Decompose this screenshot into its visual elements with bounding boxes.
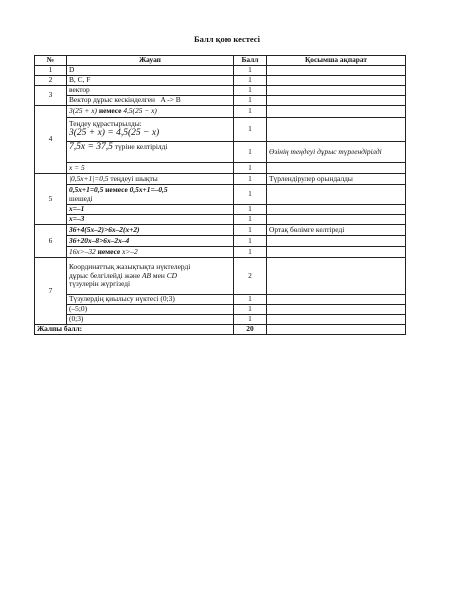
table-row (35, 76, 406, 86)
answer-text: теңдеуі шықты (110, 173, 158, 183)
or-word: немесе (105, 184, 128, 194)
table-row (35, 86, 406, 96)
equation: 7,5x = 37,5 (69, 142, 113, 152)
answer-cell: (–5;0) (67, 305, 234, 315)
answer-cell: вектор (67, 86, 234, 96)
answer-cell: B, C, F (67, 76, 234, 86)
points-cell: 1 (234, 142, 267, 163)
points-cell: 1 (234, 118, 267, 142)
header-num: № (35, 56, 67, 66)
points-cell: 1 (234, 185, 267, 205)
extra-cell (267, 86, 406, 96)
points-cell: 1 (234, 163, 267, 174)
equation: 0,5x+1=–0,5 (129, 184, 168, 194)
extra-cell (267, 76, 406, 86)
table-row (35, 258, 406, 295)
table-row (35, 163, 406, 174)
points-cell: 1 (234, 295, 267, 305)
answer-cell (67, 247, 234, 258)
answer-cell (67, 96, 234, 106)
header-answer: Жауап (67, 56, 234, 66)
equation: |0,5x+1|=0,5 (69, 173, 109, 183)
answer-cell (67, 142, 234, 163)
task-number: 3 (35, 86, 67, 106)
extra-cell (267, 118, 406, 142)
answer-cell (67, 118, 234, 142)
points-cell: 1 (234, 205, 267, 215)
table-row (35, 96, 406, 106)
points-cell: 1 (234, 76, 267, 86)
extra-cell (267, 106, 406, 118)
extra-cell (267, 96, 406, 106)
extra-cell: Ортақ бөлімге келтіреді (267, 225, 406, 236)
header-extra: Қосымша ақпарат (267, 56, 406, 66)
answer-cell (67, 174, 234, 185)
answer-cell (67, 106, 234, 118)
answer-cell (67, 185, 234, 205)
header-points: Балл (234, 56, 267, 66)
total-row (35, 325, 406, 335)
answer-text: Теңдеу құрастырылды: (69, 118, 142, 128)
answer-text: Вектор дұрыс кескінделген (69, 95, 155, 105)
extra-cell (267, 295, 406, 305)
answer-cell: x=–1 (67, 205, 234, 215)
extra-cell (267, 258, 406, 295)
answer-cell: x = 5 (67, 163, 234, 174)
table-row (35, 215, 406, 225)
points-cell: 1 (234, 96, 267, 106)
extra-cell (267, 305, 406, 315)
page-title: Балл қою кестесі (194, 34, 260, 44)
extra-cell (267, 205, 406, 215)
answer-cell (67, 258, 234, 295)
answer-text: дұрыс белгілейді және (69, 270, 141, 280)
scoring-table (34, 55, 406, 335)
extra-cell (267, 185, 406, 205)
table-row (35, 106, 406, 118)
extra-cell (267, 247, 406, 258)
points-cell: 1 (234, 86, 267, 96)
or-word: немесе (97, 246, 121, 256)
points-cell: 2 (234, 258, 267, 295)
extra-cell (267, 325, 406, 335)
task-number: 1 (35, 66, 67, 76)
total-value: 20 (234, 325, 267, 335)
points-cell: 1 (234, 247, 267, 258)
answer-cell: x=–3 (67, 215, 234, 225)
extra-cell (267, 236, 406, 247)
answer-text: Координаттық жазықтықта нүктелерді (69, 262, 191, 272)
task-number: 6 (35, 225, 67, 258)
extra-cell (267, 163, 406, 174)
table-row (35, 315, 406, 325)
answer-text: түзулерін жүргізеді (69, 279, 131, 289)
table-row (35, 174, 406, 185)
extra-cell (267, 315, 406, 325)
table-row (35, 205, 406, 215)
table-row (35, 247, 406, 258)
task-number: 5 (35, 174, 67, 225)
answer-cell: (0;3) (67, 315, 234, 325)
points-cell: 1 (234, 225, 267, 236)
table-row (35, 236, 406, 247)
answer-text: мен (152, 270, 165, 280)
extra-cell: Өзінің теңдеуі дұрыс түрлендірілді (267, 142, 406, 163)
table-row (35, 225, 406, 236)
or-word: немесе (98, 106, 122, 116)
table-row (35, 185, 406, 205)
points-cell: 1 (234, 215, 267, 225)
expression: 4,5(25 − x) (123, 106, 157, 116)
points-cell: 1 (234, 315, 267, 325)
table-row (35, 142, 406, 163)
table-row (35, 118, 406, 142)
vector-label: A -> B (160, 95, 181, 105)
answer-cell: 36+4(5x–2)>6x–2(x+2) (67, 225, 234, 236)
points-cell: 1 (234, 106, 267, 118)
task-number: 2 (35, 76, 67, 86)
extra-cell (267, 215, 406, 225)
points-cell: 1 (234, 305, 267, 315)
table-row (35, 66, 406, 76)
answer-text: шешеді (69, 193, 93, 203)
total-label: Жалпы балл: (35, 325, 234, 335)
points-cell: 1 (234, 174, 267, 185)
line-label: CD (166, 270, 177, 280)
answer-text: түріне келтірілді (114, 142, 168, 151)
answer-cell: 36+20x–8>6x–2x–4 (67, 236, 234, 247)
extra-cell (267, 66, 406, 76)
points-cell: 1 (234, 236, 267, 247)
task-number: 7 (35, 258, 67, 325)
equation: 0,5x+1=0,5 (69, 184, 104, 194)
answer-cell: D (67, 66, 234, 76)
points-cell: 1 (234, 66, 267, 76)
table-row (35, 305, 406, 315)
line-label: AB (142, 270, 152, 280)
equation: 3(25 + x) = 4,5(25 − x) (69, 128, 160, 139)
task-number: 4 (35, 106, 67, 174)
header-row (35, 56, 406, 66)
extra-cell: Түрлендірулер орындалды (267, 174, 406, 185)
inequality: x>–2 (122, 246, 138, 256)
expression: 3(25 + x) (69, 106, 97, 116)
table-row (35, 295, 406, 305)
answer-cell: Түзулердің қиылысу нүктесі (0;3) (67, 295, 234, 305)
inequality: 16x>–32 (69, 246, 96, 256)
